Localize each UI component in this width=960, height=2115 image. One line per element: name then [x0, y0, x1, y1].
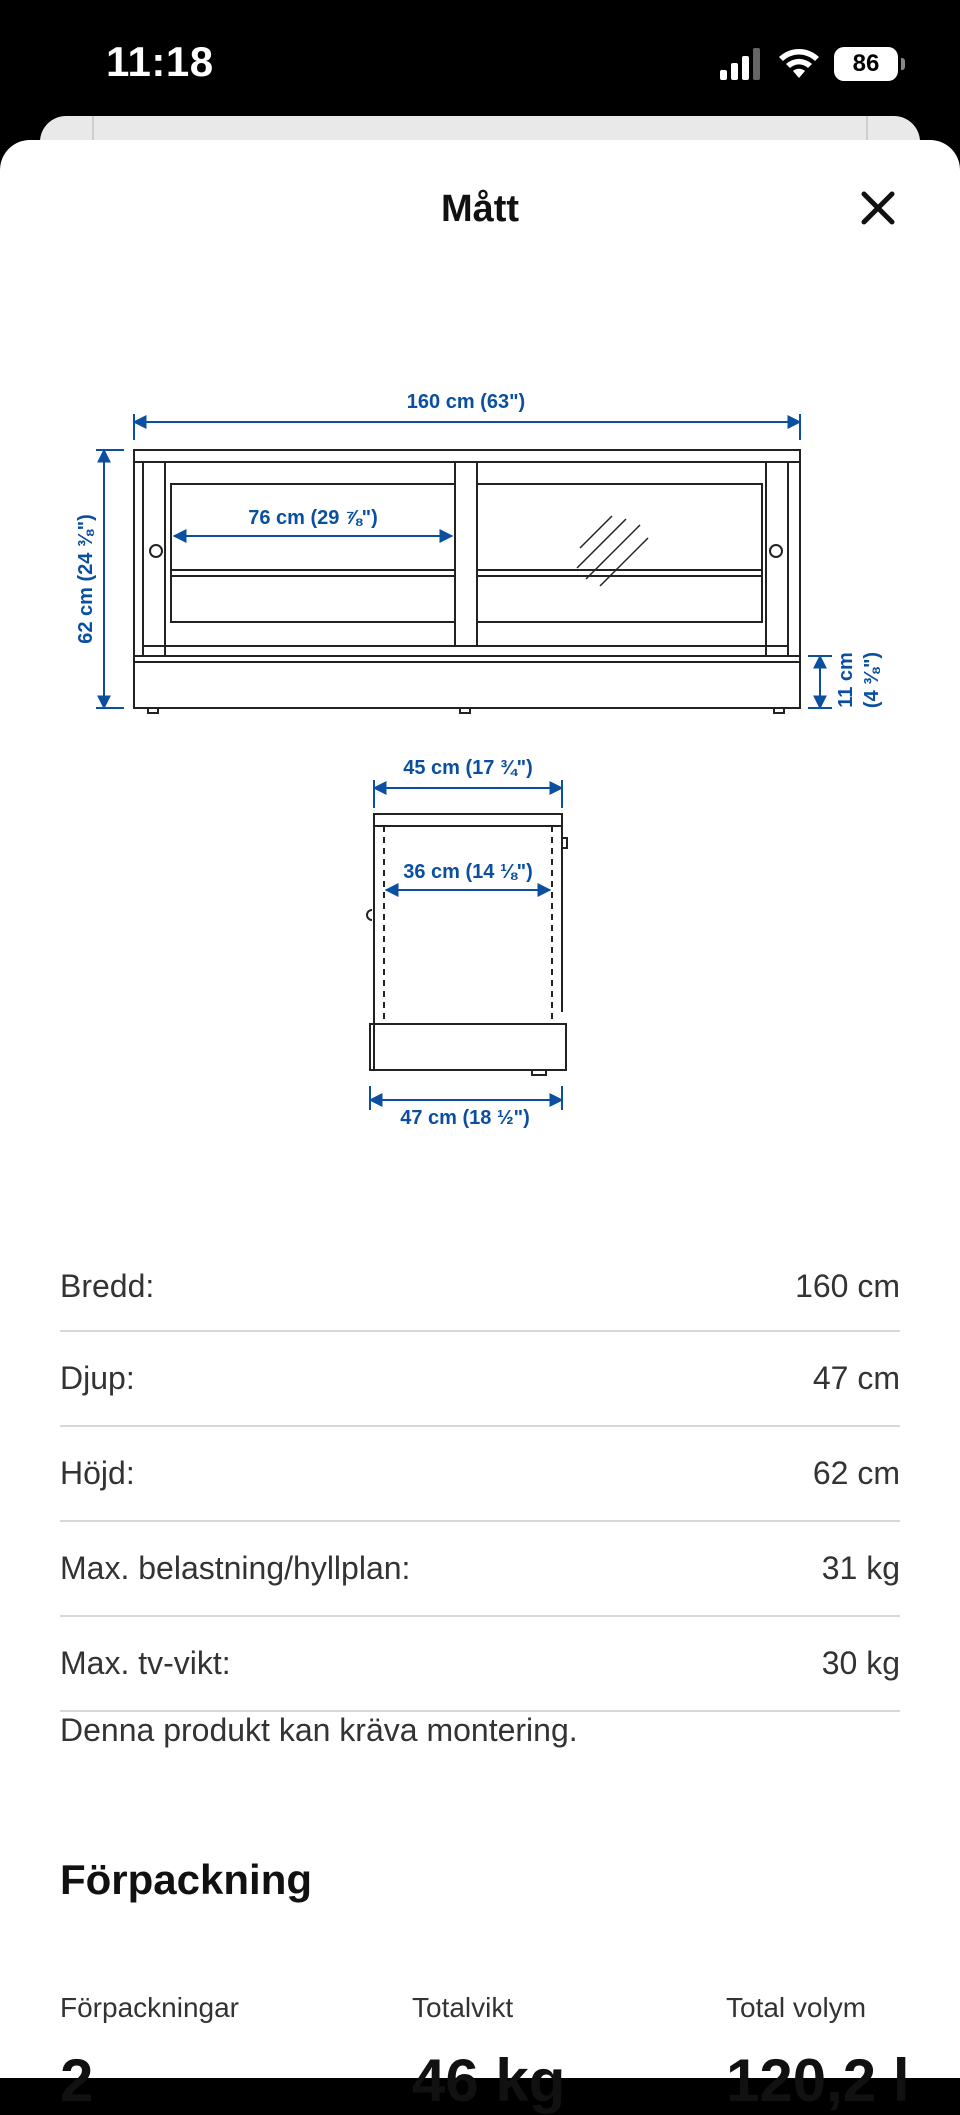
- leg-height-label: 11 cm: [835, 652, 857, 708]
- front-height-label: 62 cm (24 ⅜"): [75, 514, 97, 644]
- inner-width-label: 76 cm (29 ⅞"): [248, 507, 378, 529]
- sheet-title: Mått: [440, 188, 520, 230]
- front-view: [134, 450, 800, 713]
- packaging-weight-label: Totalvikt: [412, 1992, 514, 2023]
- side-top-depth-label: 45 cm (17 ¾"): [403, 757, 533, 779]
- spec-value: 160 cm: [795, 1267, 900, 1304]
- packaging-volume: [726, 1992, 910, 2115]
- spec-label: Djup:: [60, 1360, 135, 1396]
- spec-value: 62 cm: [812, 1455, 900, 1491]
- wifi-icon: [778, 48, 820, 80]
- spec-label: Max. tv-vikt:: [60, 1645, 231, 1681]
- packaging-volume-value: 120,2 l: [726, 2047, 910, 2114]
- packaging-count-value: 2: [60, 2047, 94, 2114]
- leg-height-inch-label: (4 ⅜"): [861, 651, 883, 709]
- side-bottom-depth-label: 47 cm (18 ½"): [400, 1107, 530, 1129]
- packaging-count-label: Förpackningar: [60, 1992, 239, 2023]
- side-inner-depth-label: 36 cm (14 ⅛"): [403, 861, 533, 883]
- dimensions-sheet: [0, 140, 960, 2114]
- spec-value: 31 kg: [821, 1550, 900, 1586]
- battery-indicator: [834, 47, 898, 81]
- dimension-diagram: [0, 140, 960, 1140]
- status-bar: [0, 0, 960, 130]
- spec-label: Max. belastning/hyllplan:: [60, 1550, 411, 1586]
- spec-row-max-tv-weight: [60, 1617, 900, 1712]
- spec-list: [60, 1242, 900, 1712]
- packaging-volume-label: Total volym: [726, 1992, 867, 2023]
- spec-row-height: [60, 1427, 900, 1522]
- status-time: 11:18: [106, 38, 214, 85]
- signal-icon: [720, 48, 764, 80]
- spec-label: Bredd:: [60, 1267, 155, 1304]
- front-width-label: 160 cm (63"): [406, 391, 526, 413]
- spec-row-depth: [60, 1332, 900, 1427]
- spec-value: 47 cm: [812, 1360, 900, 1396]
- spec-row-max-shelf-load: [60, 1522, 900, 1617]
- battery-level: 86: [852, 50, 880, 77]
- packaging-title: Förpackning: [60, 1856, 313, 1903]
- spec-label: Höjd:: [60, 1455, 135, 1491]
- status-icons: [720, 44, 898, 84]
- assembly-note: Denna produkt kan kräva montering.: [60, 1712, 578, 1748]
- packaging-weight-value: 46 kg: [412, 2047, 566, 2114]
- spec-row-width: [60, 1242, 900, 1332]
- packaging-count: [60, 1992, 239, 2115]
- side-view: [367, 814, 567, 1075]
- spec-value: 30 kg: [821, 1645, 900, 1681]
- packaging-weight: [412, 1992, 565, 2115]
